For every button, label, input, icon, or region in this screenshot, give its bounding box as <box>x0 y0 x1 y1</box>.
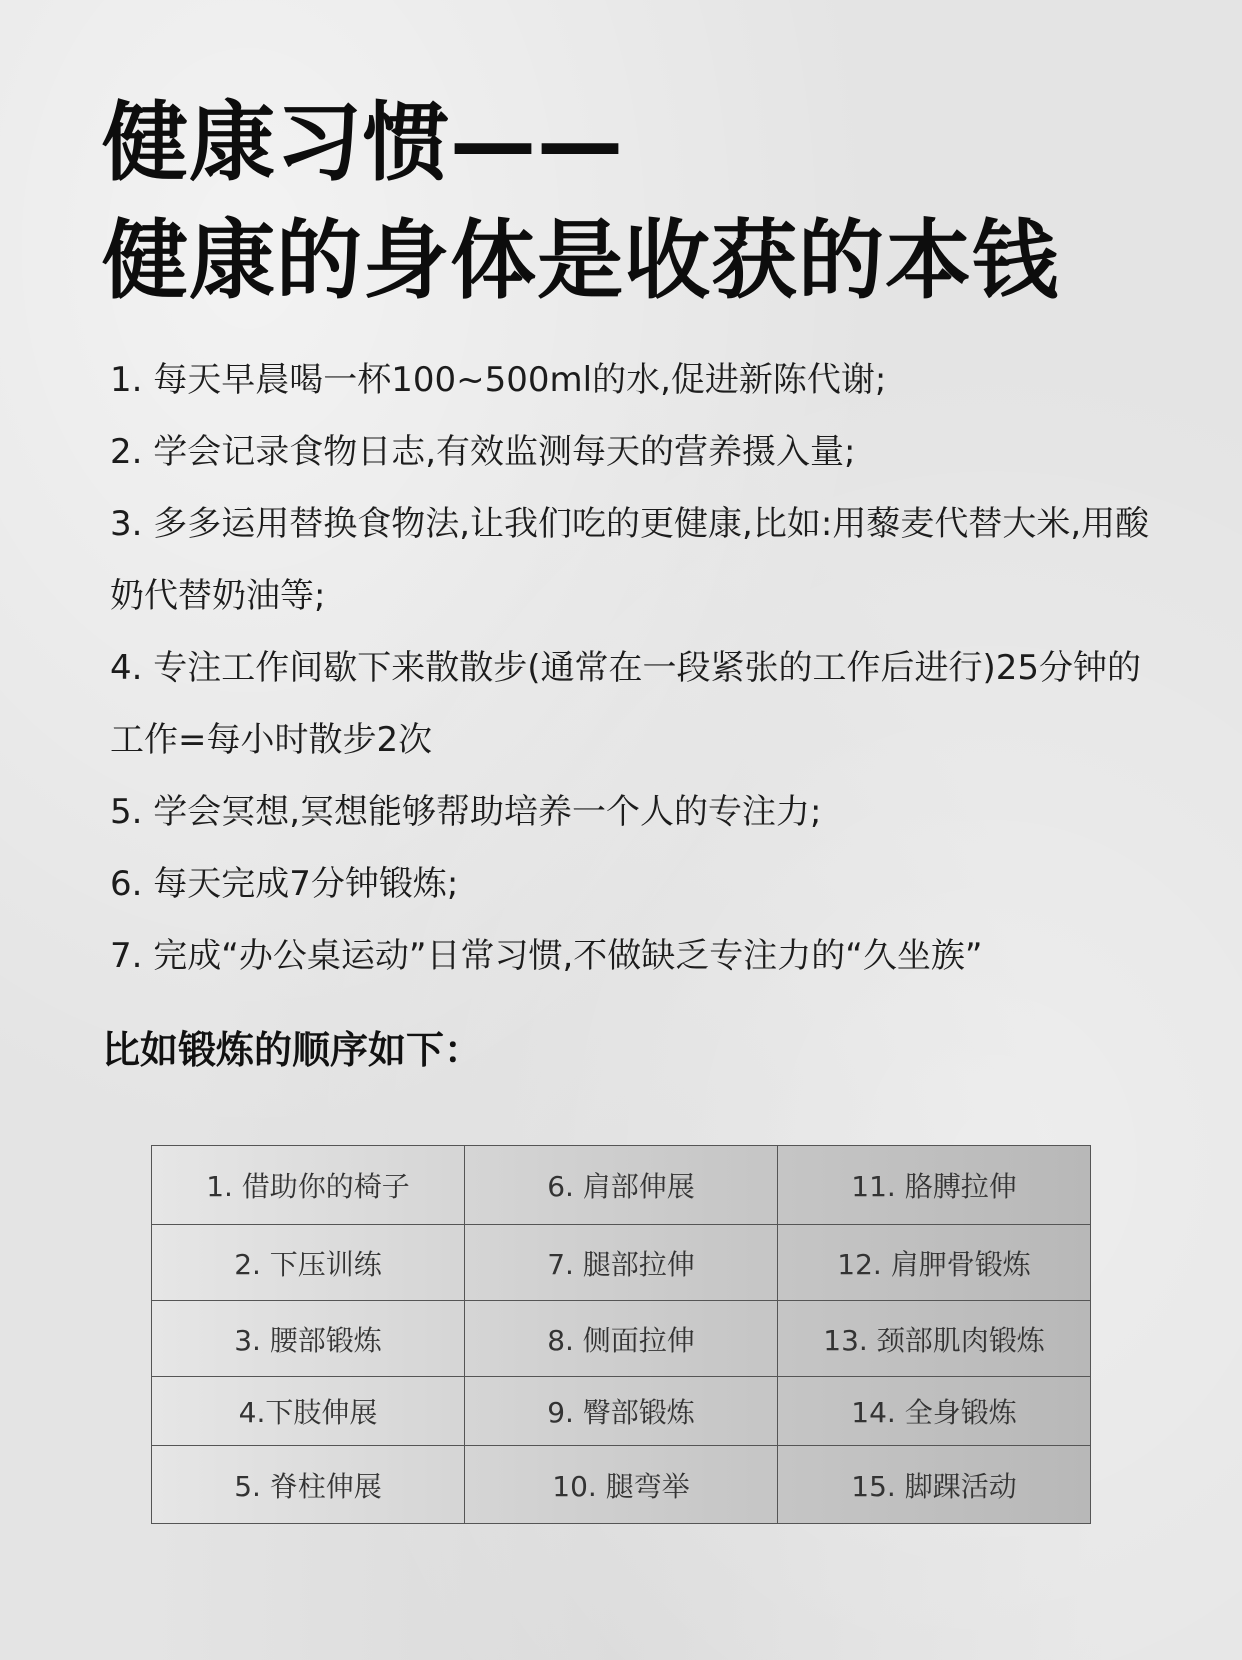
page-title <box>102 84 1059 320</box>
exercise-order-heading: 比如锻炼的顺序如下： <box>102 1028 483 1072</box>
table-cell: 15. 脚踝活动 <box>778 1446 1091 1524</box>
title-line-2: 健康的身体是收获的本钱 <box>102 211 1059 311</box>
list-item: 1. 每天早晨喝一杯100~500ml的水,促进新陈代谢; <box>110 360 887 400</box>
list-item: 5. 学会冥想,冥想能够帮助培养一个人的专注力; <box>110 792 822 832</box>
table-row <box>152 1225 1091 1301</box>
list-item: 7. 完成“办公桌运动”日常习惯,不做缺乏专注力的“久坐族” <box>110 936 983 976</box>
table-cell: 7. 腿部拉伸 <box>465 1225 778 1301</box>
table-cell: 8. 侧面拉伸 <box>465 1301 778 1377</box>
table-cell: 10. 腿弯举 <box>465 1446 778 1524</box>
exercise-table <box>151 1145 1091 1524</box>
table-row <box>152 1146 1091 1225</box>
title-line-1: 健康习惯—— <box>102 93 624 193</box>
table-cell: 11. 胳膊拉伸 <box>778 1146 1091 1225</box>
table-cell: 3. 腰部锻炼 <box>152 1301 465 1377</box>
table-cell: 6. 肩部伸展 <box>465 1146 778 1225</box>
list-item: 6. 每天完成7分钟锻炼; <box>110 864 459 904</box>
list-item: 3. 多多运用替换食物法,让我们吃的更健康,比如:用藜麦代替大米,用酸奶代替奶油等; <box>110 504 1150 616</box>
list-item: 4. 专注工作间歇下来散散步(通常在一段紧张的工作后进行)25分钟的工作=每小时散步2次 <box>110 648 1142 760</box>
table-row <box>152 1446 1091 1524</box>
table-cell: 5. 脊柱伸展 <box>152 1446 465 1524</box>
table-cell: 13. 颈部肌肉锻炼 <box>778 1301 1091 1377</box>
table-cell: 14. 全身锻炼 <box>778 1377 1091 1446</box>
table-cell: 9. 臀部锻炼 <box>465 1377 778 1446</box>
table-row <box>152 1301 1091 1377</box>
table-cell: 1. 借助你的椅子 <box>152 1146 465 1225</box>
table-cell: 12. 肩胛骨锻炼 <box>778 1225 1091 1301</box>
list-item: 2. 学会记录食物日志,有效监测每天的营养摄入量; <box>110 432 856 472</box>
table-cell: 2. 下压训练 <box>152 1225 465 1301</box>
table-cell: 4.下肢伸展 <box>152 1377 465 1446</box>
table-row <box>152 1377 1091 1446</box>
habit-list <box>110 344 1170 992</box>
